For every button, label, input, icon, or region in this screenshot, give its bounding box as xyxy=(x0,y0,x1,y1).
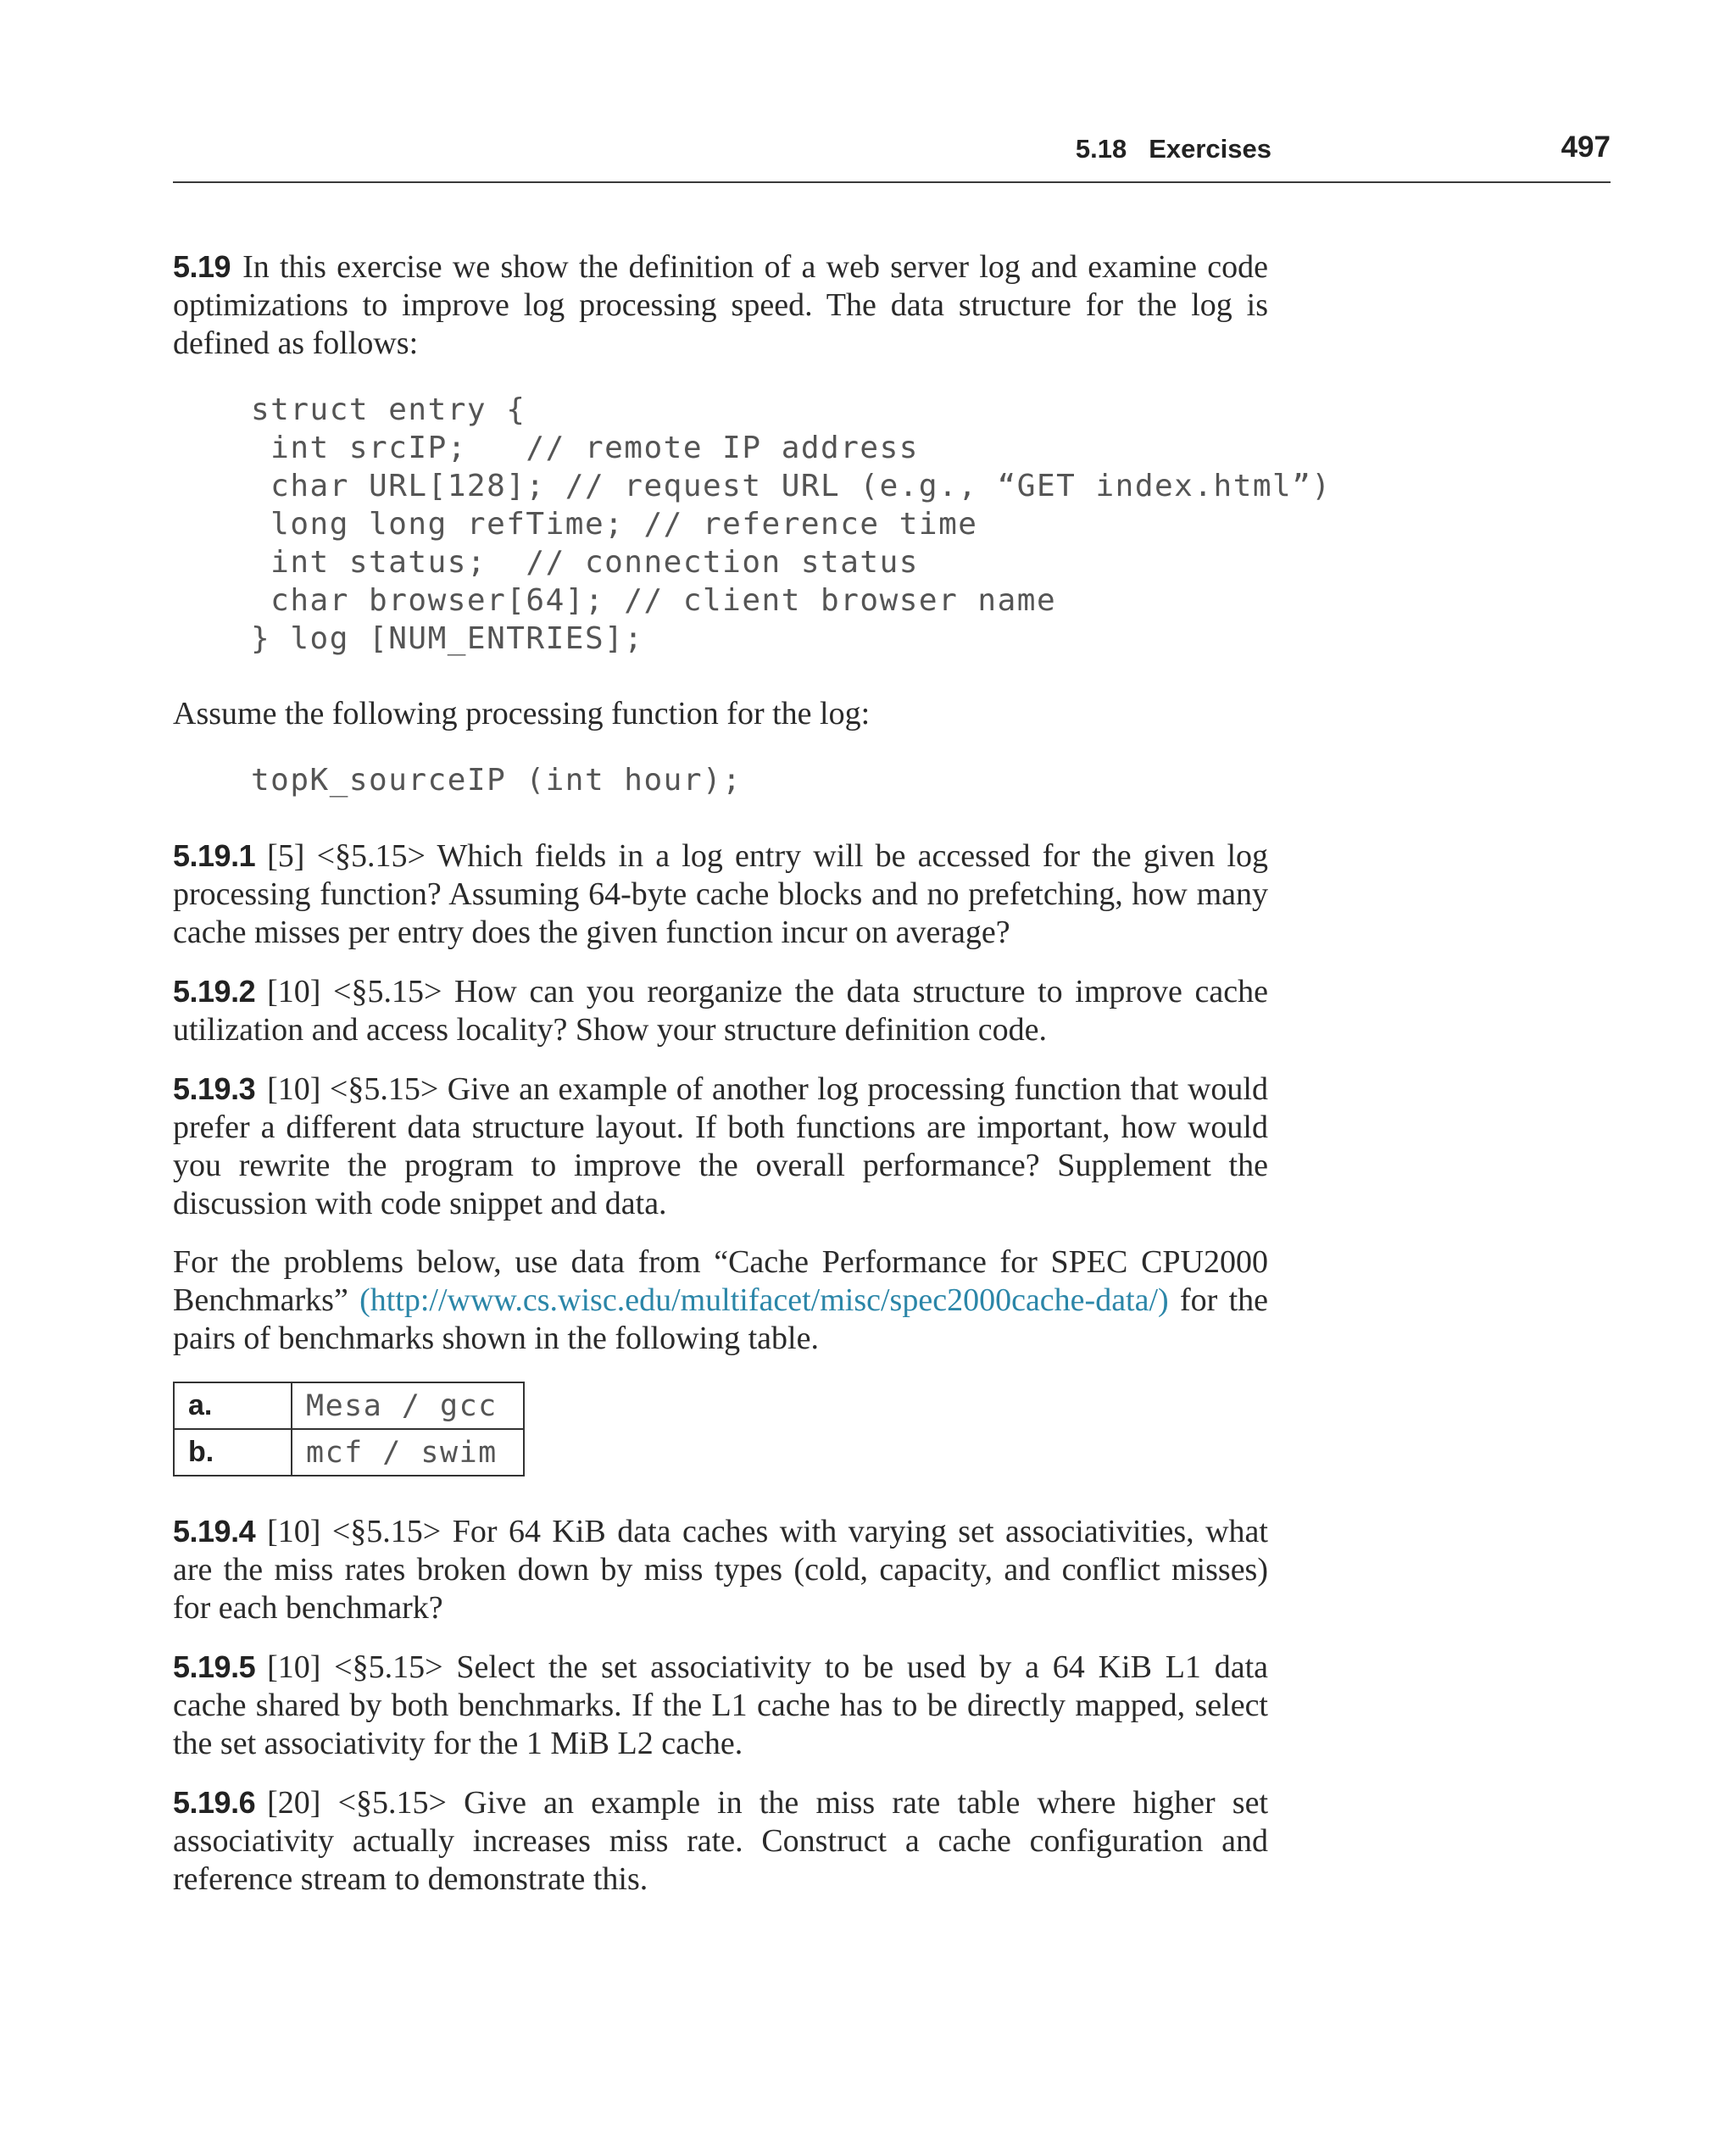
exercise-number: 5.19.3 xyxy=(173,1071,256,1106)
exercise-5-19-6-paragraph xyxy=(173,1783,1268,1899)
exercise-number: 5.19.4 xyxy=(173,1514,256,1549)
header-section xyxy=(1076,134,1271,164)
exercise-text: [5] <§5.15> Which fields in a log entry will be accessed for the given log processing function? Assuming 64-byte cache blocks and no prefetching, how many cache misses per entry does the given function incur on average? xyxy=(173,838,1268,950)
table-row xyxy=(174,1429,524,1476)
exercise-number: 5.19.1 xyxy=(173,838,256,873)
page-content xyxy=(173,247,1332,1899)
code-line: char URL[128]; // request URL (e.g., “GET index.html”) xyxy=(251,469,1332,503)
exercise-5-19-5-paragraph xyxy=(173,1648,1268,1763)
code-line: int srcIP; // remote IP address xyxy=(251,431,919,465)
code-line: char browser[64]; // client browser name xyxy=(251,583,1057,618)
benchmarks-table xyxy=(173,1382,525,1476)
exercise-number: 5.19.6 xyxy=(173,1785,256,1820)
row-value: mcf / swim xyxy=(292,1429,524,1476)
exercise-text: [10] <§5.15> How can you reorganize the data structure to improve cache utilization and access locality? Show your structure definition code. xyxy=(173,974,1268,1048)
code-line: struct entry { xyxy=(251,392,526,427)
exercise-5-19-2-paragraph xyxy=(173,972,1268,1049)
exercise-text: [10] <§5.15> For 64 KiB data caches with varying set associativities, what are the miss rates broken down by miss types (cold, capacity, and conflict misses) for each benchmark? xyxy=(173,1514,1268,1626)
intro-text: For the problems below, use data from “Cache Performance for SPEC CPU2000 Benchmarks” xyxy=(173,1244,1268,1318)
problems-intro-paragraph xyxy=(173,1243,1268,1358)
struct-code-block xyxy=(173,391,1332,658)
header-section-title: Exercises xyxy=(1149,134,1271,164)
exercise-number: 5.19.5 xyxy=(173,1649,256,1684)
exercise-5-19-4-paragraph xyxy=(173,1512,1268,1627)
exercise-text: In this exercise we show the definition of a web server log and examine code optimizations to improve log processing speed. The data structure for the log is defined as follows: xyxy=(173,249,1268,361)
page-number: 497 xyxy=(1561,131,1611,164)
exercise-5-19-1-paragraph xyxy=(173,837,1268,952)
exercise-5-19-3-paragraph xyxy=(173,1070,1268,1223)
row-label: b. xyxy=(174,1429,292,1476)
code-line: long long refTime; // reference time xyxy=(251,507,978,542)
exercise-text: [10] <§5.15> Give an example of another log processing function that would prefer a different data structure layout. If both functions are important, how would you rewrite the program to improve the overall performance? Supplement the discussion with code snippet and data. xyxy=(173,1071,1268,1221)
code-line: int status; // connection status xyxy=(251,545,919,580)
exercise-5-19-paragraph xyxy=(173,247,1268,363)
running-header xyxy=(173,127,1611,183)
row-value: Mesa / gcc xyxy=(292,1382,524,1429)
function-code-block xyxy=(173,761,1268,799)
exercise-text: [20] <§5.15> Give an example in the miss rate table where higher set associativity actually increases miss rate. Construct a cache configuration and reference stream to demonstrate this. xyxy=(173,1785,1268,1897)
spec2000-link[interactable]: (http://www.cs.wisc.edu/multifacet/misc/spec2000cache-data/) xyxy=(359,1282,1169,1318)
exercise-text: [10] <§5.15> Select the set associativity to be used by a 64 KiB L1 data cache shared by both benchmarks. If the L1 cache has to be directly mapped, select the set associativity for the 1 MiB L2 cache. xyxy=(173,1649,1268,1761)
intro-text-end: for the pairs of benchmarks shown in the following table. xyxy=(173,1282,1268,1356)
table-row xyxy=(174,1382,524,1429)
row-label: a. xyxy=(174,1382,292,1429)
code-line: } log [NUM_ENTRIES]; xyxy=(251,621,644,656)
code-line: topK_sourceIP (int hour); xyxy=(251,763,743,798)
assume-paragraph: Assume the following processing function for the log: xyxy=(173,696,871,731)
exercise-number: 5.19 xyxy=(173,249,231,284)
header-section-number: 5.18 xyxy=(1075,134,1127,164)
exercise-number: 5.19.2 xyxy=(173,974,256,1009)
